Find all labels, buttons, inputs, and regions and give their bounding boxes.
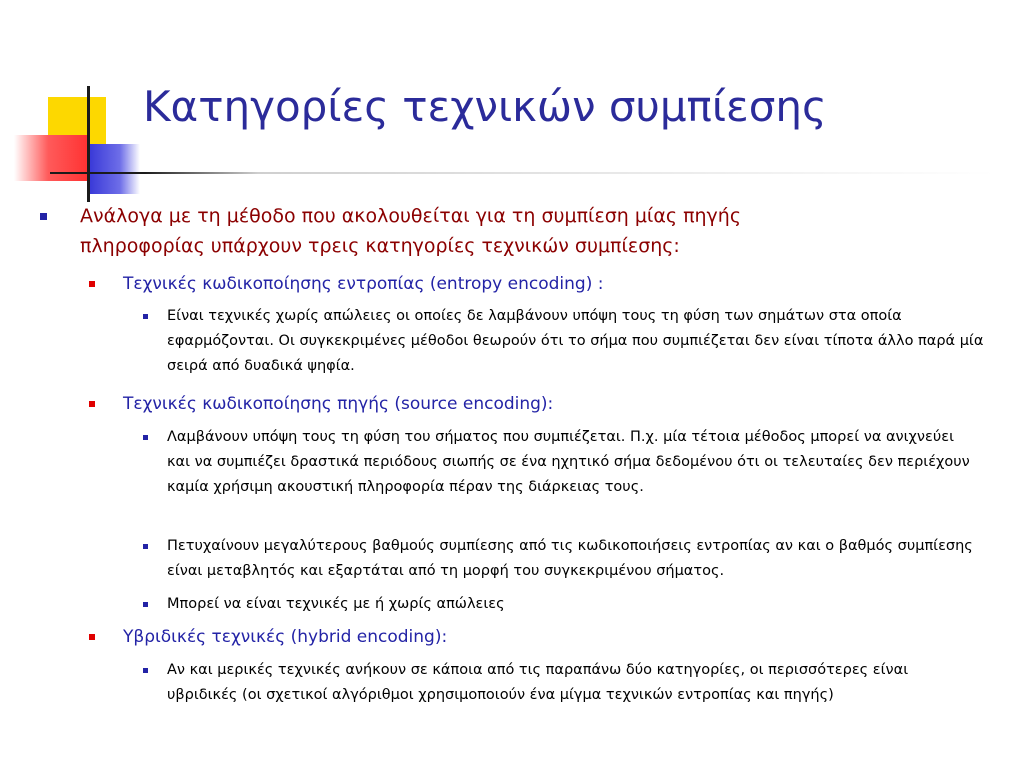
point-text: Αν και μερικές τεχνικές ανήκουν σε κάποια από τις παραπάνω δύο κατηγορίες, οι περισσότερες είναι υβριδικές (οι σχετικοί αλγόριθμοι χρησιμοποιούν ένα μίγμα τεχνικών εντροπίας και πηγής) [167,662,909,703]
category-entropy [89,272,989,296]
category-heading: Υβριδικές τεχνικές (hybrid encoding): [123,627,448,647]
category-heading: Τεχνικές κωδικοποίησης πηγής (source encoding): [123,394,554,414]
point-text: Λαμβάνουν υπόψη τους τη φύση του σήματος που συμπιέζεται. Π.χ. μία τέτοια μέθοδος μπορεί να ανιχνεύει και να συμπιέζει δραστικά περιόδους σιωπής σε ένα ηχητικό σήμα δεδομένου ότι οι τελευταίες δεν περιέχουν καμία χρήσιμη ακουστική πληροφορία πέραν της διάρκειας τους. [167,429,970,495]
intro-text: Ανάλογα με τη μέθοδο που ακολουθείται για τη συμπίεση μίας πηγής πληροφορίας υπάρχουν τρεις κατηγορίες τεχνικών συμπίεσης: [80,205,741,257]
category-hybrid [89,625,989,649]
square-bullet-icon [143,435,148,440]
square-bullet-icon [40,213,47,220]
square-bullet-icon [89,634,95,640]
bullet-intro [40,201,840,261]
point-hybrid-1 [143,658,1003,708]
square-bullet-icon [143,668,148,673]
point-text: Είναι τεχνικές χωρίς απώλειες οι οποίες δε λαμβάνουν υπόψη τους τη φύση των σημάτων στα οποία εφαρμόζονται. Οι συγκεκριμένες μέθοδοι θεωρούν ότι το σήμα που συμπιέζεται δεν είναι τίποτα άλλο παρά μία σειρά από δυαδικά ψηφία. [167,308,984,374]
square-bullet-icon [89,401,95,407]
point-source-3 [143,592,1003,617]
point-source-1 [143,425,1003,500]
slide-title: Κατηγορίες τεχνικών συμπίεσης [143,82,827,131]
point-source-2 [143,534,1003,584]
point-text: Πετυχαίνουν μεγαλύτερους βαθμούς συμπίεσης από τις κωδικοποιήσεις εντροπίας αν και ο βαθμός συμπίεσης είναι μεταβλητός και εξαρτάται από τη μορφή του συγκεκριμένου σήματος. [167,538,973,579]
square-bullet-icon [143,544,148,549]
point-entropy-1 [143,304,1003,379]
category-source [89,392,989,416]
square-bullet-icon [143,314,148,319]
category-heading: Τεχνικές κωδικοποίησης εντροπίας (entropy encoding) : [123,274,604,294]
square-bullet-icon [143,602,148,607]
point-text: Μπορεί να είναι τεχνικές με ή χωρίς απώλειες [167,596,505,612]
square-bullet-icon [89,281,95,287]
